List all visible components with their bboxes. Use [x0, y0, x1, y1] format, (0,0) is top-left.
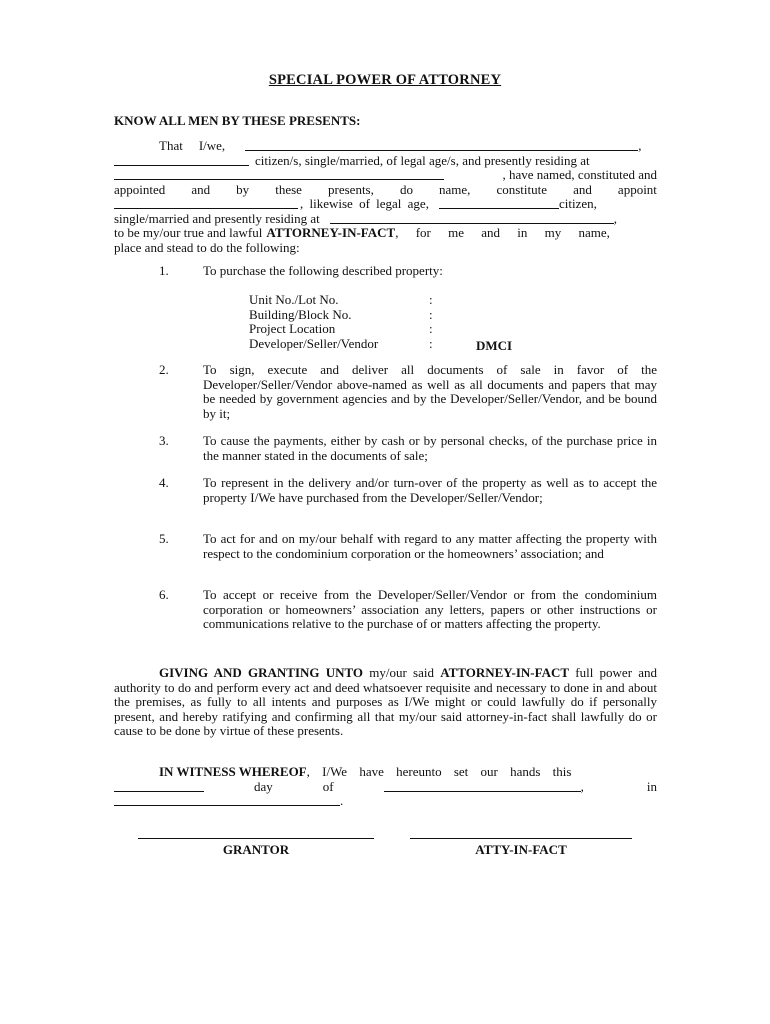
property-row — [249, 308, 549, 323]
intro-word: appointed — [114, 181, 166, 197]
property-row — [249, 337, 549, 352]
intro-likewise: , likewise of legal age, — [300, 196, 429, 211]
property-row — [249, 293, 549, 308]
item-number: 1. — [159, 263, 169, 278]
witness-day: day — [254, 778, 273, 794]
item-text: To cause the payments, either by cash or by personal checks, of the purchase price in the manner stated in the documents of sale; — [203, 433, 657, 463]
property-colon: : — [429, 335, 433, 351]
witness-line-3 — [114, 794, 657, 809]
blank-attorney-citizenship[interactable] — [439, 197, 559, 209]
property-label: Building/Block No. — [249, 306, 352, 322]
blank-attorney-address[interactable] — [330, 212, 614, 224]
blank-attorney-name[interactable] — [114, 197, 298, 209]
property-colon: : — [429, 292, 433, 307]
intro-word: name, — [439, 181, 471, 197]
intro-to-be: to be my/our true and lawful — [114, 225, 263, 240]
intro-word: do — [399, 181, 413, 197]
witness-rest: , I/We have hereunto set our hands this — [306, 764, 572, 779]
intro-line-5 — [114, 197, 657, 212]
attorney-signature-line[interactable] — [410, 828, 632, 839]
item-text: To act for and on my/our behalf with regard to any matter affecting the property with respect to the condominium corporation or the homeowners’ association; and — [203, 531, 657, 561]
property-label: Unit No./Lot No. — [249, 292, 339, 307]
intro-single-married: single/married and presently residing at — [114, 210, 320, 226]
intro-comma: , — [638, 138, 642, 153]
blank-grantor-name[interactable] — [245, 139, 638, 151]
item-number: 3. — [159, 433, 169, 448]
intro-attorney-in-fact: ATTORNEY-IN-FACT — [266, 225, 396, 240]
blank-month-year[interactable] — [384, 780, 581, 792]
intro-line-7 — [114, 226, 657, 241]
witness-period: . — [340, 793, 344, 808]
witness-in: in — [646, 778, 657, 794]
item-text: To purchase the following described property: — [203, 263, 443, 278]
intro-word: and — [191, 181, 211, 197]
blank-citizenship[interactable] — [114, 154, 249, 166]
giving-rest: full power and authority to do and perform every act and deed whatsoever requisite and necessary to done in and about the premises, as fully to all intents and purposes as I/We might or could lawfully do if personally present, and hereby ratifying and confirming all that my/our said attorney-in-fact shall lawfully do or cause to be done by virtue of these presents. — [114, 665, 658, 738]
intro-citizen-text: citizen/s, single/married, of legal age/s, and presently residing at — [255, 152, 590, 168]
intro-word: presents, — [328, 181, 374, 197]
witness-of: of — [322, 778, 334, 794]
property-colon: : — [429, 306, 433, 322]
intro-place-stead: place and stead to do the following: — [114, 239, 300, 255]
giving-aif: ATTORNEY-IN-FACT — [440, 665, 570, 680]
intro-line-6 — [114, 212, 657, 227]
intro-iwe: I/we, — [198, 138, 226, 153]
attorney-signature-block — [410, 828, 632, 858]
document-title: SPECIAL POWER OF ATTORNEY — [268, 72, 502, 88]
item-number: 2. — [159, 362, 169, 377]
item-text: To accept or receive from the Developer/Seller/Vendor or from the condominium corporation or homeowners’ association any letters, papers or other instructions or communications relative to the purchase of or matters affecting the property. — [203, 587, 657, 631]
giving-mid: my/our said — [363, 665, 441, 680]
blank-day[interactable] — [114, 780, 204, 792]
intro-line-4 — [114, 183, 657, 198]
intro-word: by — [236, 181, 250, 197]
intro-line-8 — [114, 241, 657, 256]
intro-have-named: , have named, constituted and — [502, 167, 657, 182]
intro-word: appoint — [617, 181, 657, 197]
blank-place[interactable] — [114, 794, 340, 806]
intro-paragraph — [114, 139, 657, 255]
giving-granting-paragraph — [114, 666, 657, 739]
item-number: 6. — [159, 587, 169, 602]
intro-line-3 — [114, 168, 657, 183]
intro-that: That — [159, 138, 183, 153]
intro-for-me: , for me and in my name, — [395, 225, 610, 240]
intro-citizen: citizen, — [558, 196, 597, 211]
item-number: 4. — [159, 475, 169, 490]
witness-paragraph — [114, 765, 657, 809]
item-text: To sign, execute and deliver all documents of sale in favor of the Developer/Seller/Vendor above-named as well as all documents and papers that may be needed by government agencies and by the Developer/Seller/Vendor, and be bound by it; — [203, 362, 657, 421]
property-label: Developer/Seller/Vendor — [249, 335, 379, 351]
item-text: To represent in the delivery and/or turn-over of the property as well as to accept the property I/We have purchased from the Developer/Seller/Vendor; — [203, 475, 657, 505]
intro-word: and — [573, 181, 592, 197]
property-label: Project Location — [249, 321, 336, 336]
intro-line-1 — [114, 139, 657, 154]
witness-lead: IN WITNESS WHEREOF — [159, 764, 307, 779]
giving-lead: GIVING AND GRANTING UNTO — [159, 665, 364, 680]
grantor-label: GRANTOR — [222, 842, 290, 857]
witness-line-1 — [114, 765, 657, 780]
property-details — [249, 293, 549, 351]
grantor-signature-line[interactable] — [138, 828, 374, 839]
witness-comma: , — [580, 778, 584, 794]
property-value: DMCI — [476, 337, 513, 353]
intro-word: these — [275, 181, 302, 197]
witness-line-2 — [114, 780, 657, 795]
preamble-heading: KNOW ALL MEN BY THESE PRESENTS: — [114, 113, 361, 128]
intro-word: constitute — [496, 181, 548, 197]
attorney-label: ATTY-IN-FACT — [475, 842, 567, 857]
intro-comma-2: , — [613, 210, 618, 226]
blank-grantor-address[interactable] — [114, 168, 444, 180]
property-row — [249, 322, 549, 337]
property-colon: : — [429, 321, 433, 336]
intro-line-2 — [114, 154, 657, 169]
item-number: 5. — [159, 531, 169, 546]
grantor-signature-block — [138, 828, 374, 858]
